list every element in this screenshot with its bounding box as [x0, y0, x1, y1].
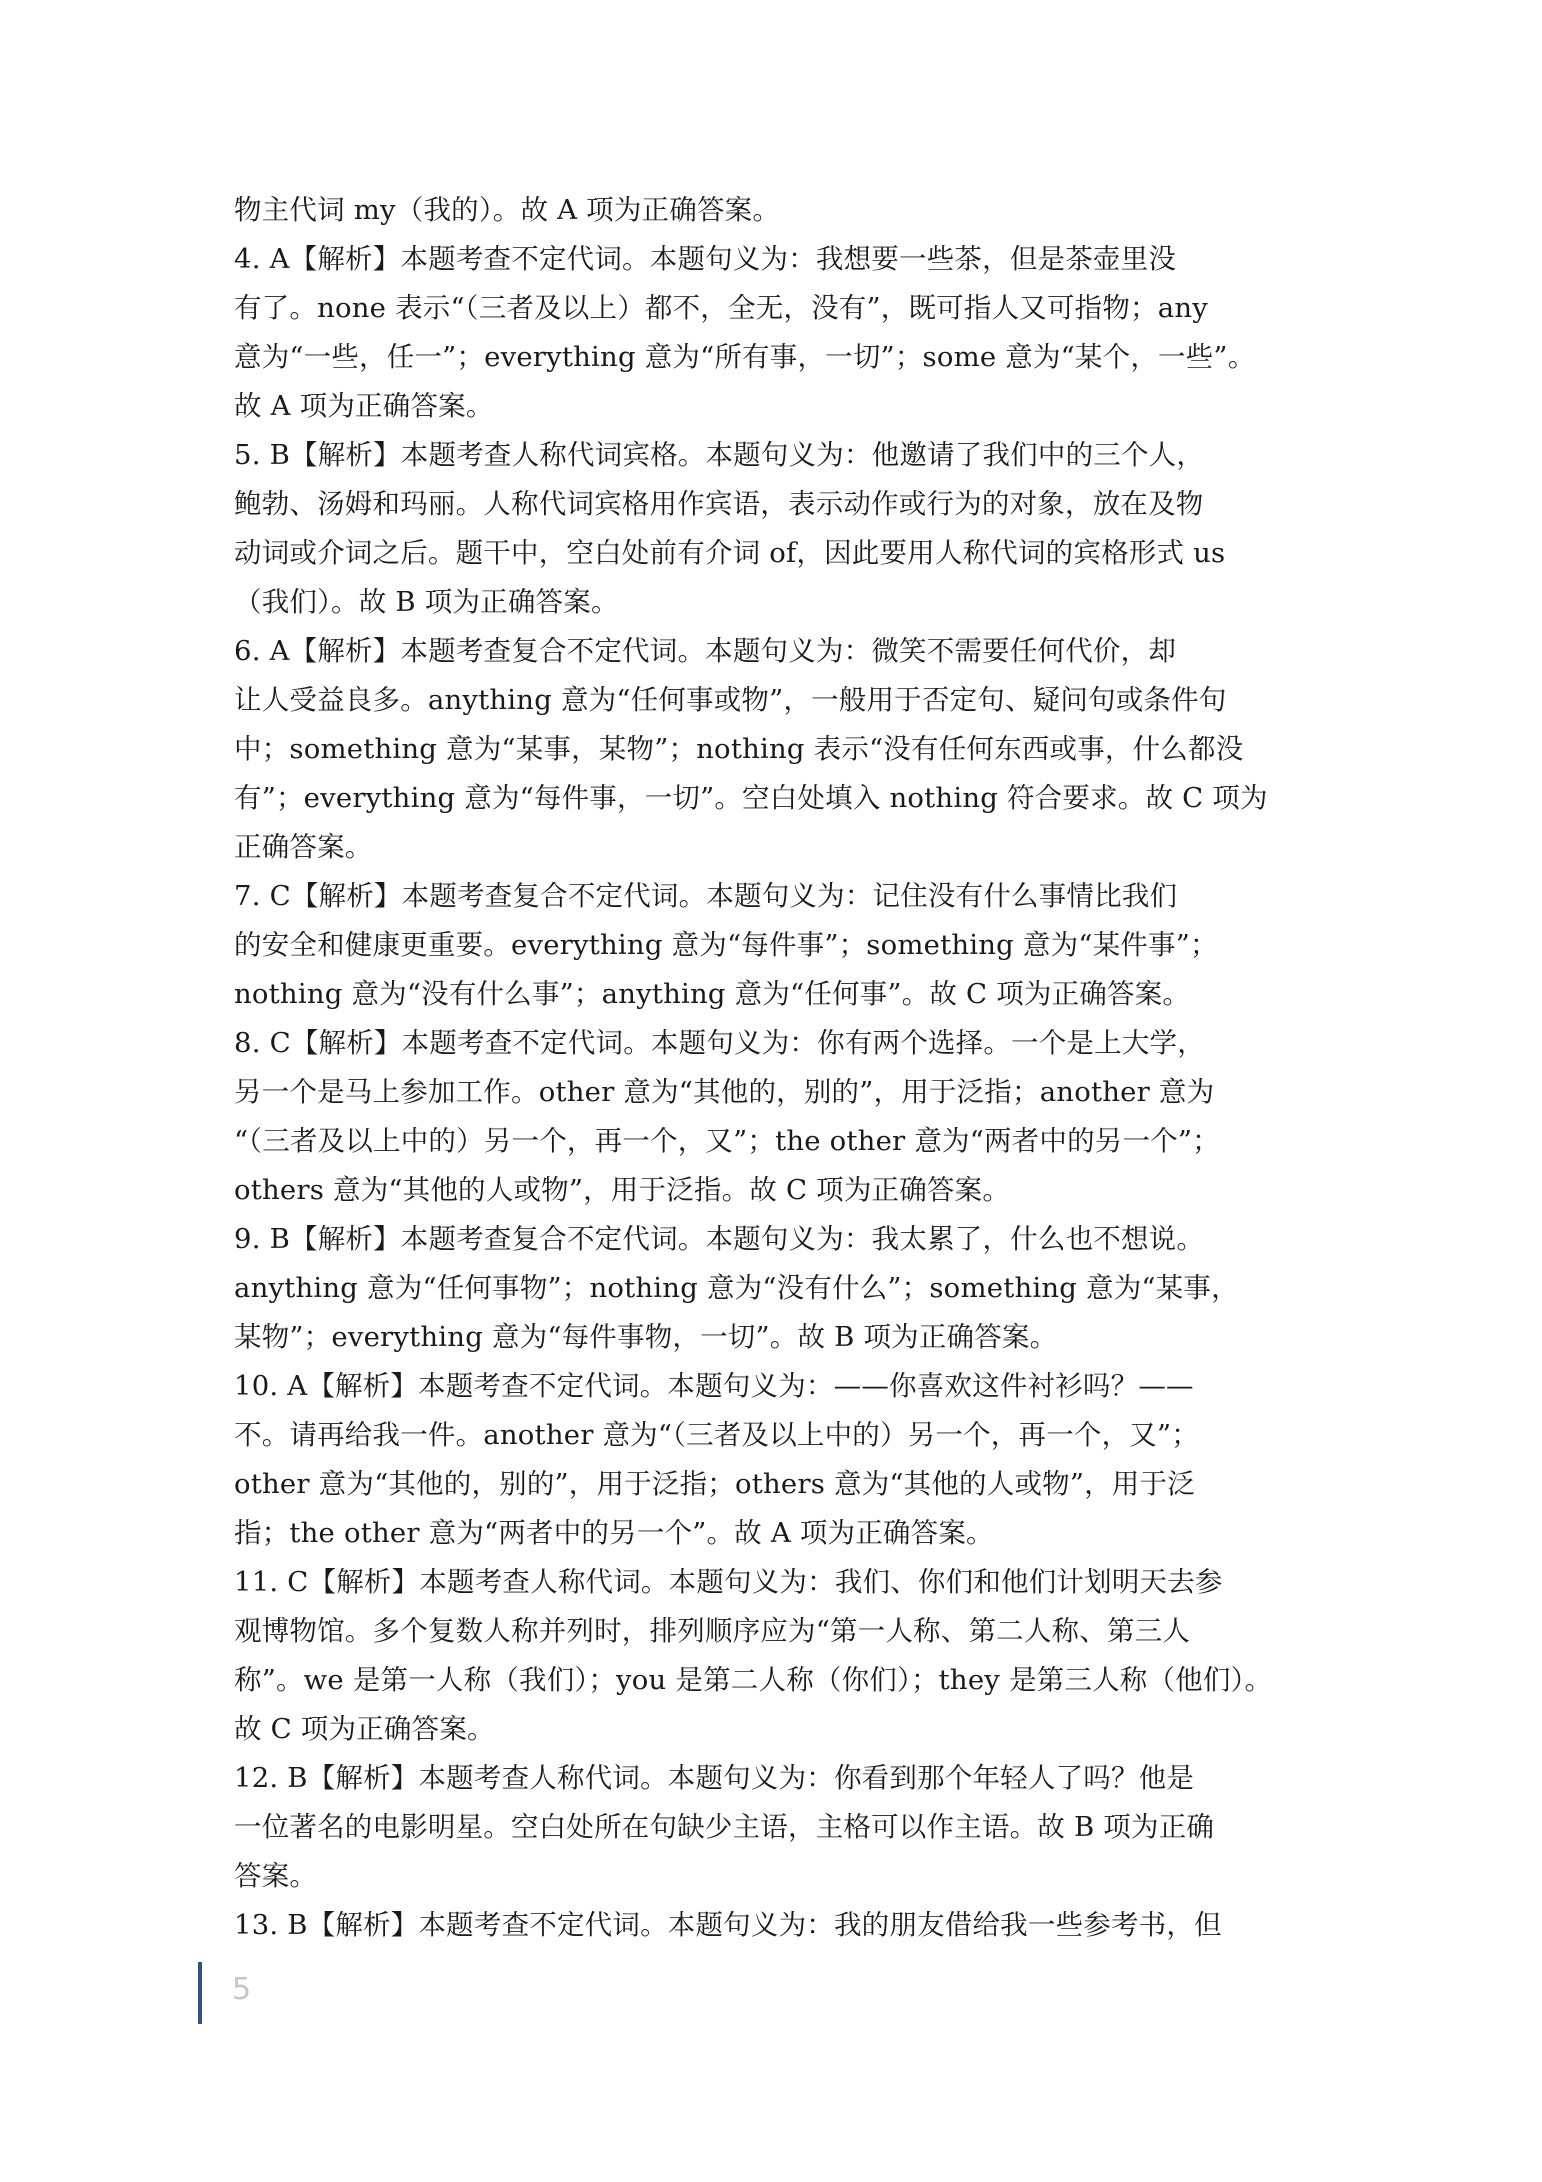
text-line: “（三者及以上中的）另一个，再一个，又”；the other 意为“两者中的另一个”；	[234, 1125, 1220, 1157]
text-line: 6. A【解析】本题考查复合不定代词。本题句义为：微笑不需要任何代价，却	[234, 635, 1177, 667]
text-line: 中；something 意为“某事，某物”；nothing 表示“没有任何东西或事，什么都没	[234, 733, 1244, 765]
text-line: 10. A【解析】本题考查不定代词。本题句义为：——你喜欢这件衬衫吗？——	[234, 1370, 1194, 1402]
text-line: 4. A【解析】本题考查不定代词。本题句义为：我想要一些茶，但是茶壶里没	[234, 243, 1177, 275]
text-line: 有”；everything 意为“每件事，一切”。空白处填入 nothing 符合要求。故 C 项为	[234, 782, 1268, 814]
text-line: 9. B【解析】本题考查复合不定代词。本题句义为：我太累了，什么也不想说。	[234, 1223, 1205, 1255]
text-line: 7. C【解析】本题考查复合不定代词。本题句义为：记住没有什么事情比我们	[234, 880, 1178, 912]
text-line: others 意为“其他的人或物”，用于泛指。故 C 项为正确答案。	[234, 1174, 1011, 1206]
text-line: 某物”；everything 意为“每件事物，一切”。故 B 项为正确答案。	[234, 1321, 1058, 1353]
text-line: 8. C【解析】本题考查不定代词。本题句义为：你有两个选择。一个是上大学，	[234, 1027, 1205, 1059]
page-number: 5	[232, 1972, 252, 2007]
text-line: 指；the other 意为“两者中的另一个”。故 A 项为正确答案。	[234, 1517, 994, 1549]
text-line: 称”。we 是第一人称（我们）；you 是第二人称（你们）；they 是第三人称（他们）。	[234, 1664, 1273, 1696]
text-line: 不。请再给我一件。another 意为“（三者及以上中的）另一个，再一个，又”；	[234, 1419, 1199, 1451]
text-line: 5. B【解析】本题考查人称代词宾格。本题句义为：他邀请了我们中的三个人，	[234, 439, 1205, 471]
text-line: 正确答案。	[234, 831, 373, 863]
text-line: other 意为“其他的，别的”，用于泛指；others 意为“其他的人或物”，用于泛	[234, 1468, 1195, 1500]
text-line: 有了。none 表示“（三者及以上）都不，全无，没有”，既可指人又可指物；any	[234, 292, 1209, 324]
text-line: 11. C【解析】本题考查人称代词。本题句义为：我们、你们和他们计划明天去参	[234, 1566, 1223, 1598]
text-line: 鲍勃、汤姆和玛丽。人称代词宾格用作宾语，表示动作或行为的对象，放在及物	[234, 488, 1204, 520]
text-line: 故 A 项为正确答案。	[234, 390, 494, 422]
text-line: 另一个是马上参加工作。other 意为“其他的，别的”，用于泛指；another 意为	[234, 1076, 1215, 1108]
text-line: 故 C 项为正确答案。	[234, 1713, 495, 1745]
text-line: 动词或介词之后。题干中，空白处前有介词 of，因此要用人称代词的宾格形式 us	[234, 537, 1226, 569]
page-marker-bar	[198, 1962, 202, 2024]
text-line: 物主代词 my（我的）。故 A 项为正确答案。	[234, 194, 781, 226]
text-line: nothing 意为“没有什么事”；anything 意为“任何事”。故 C 项为正确答案。	[234, 978, 1191, 1010]
text-line: 意为“一些，任一”；everything 意为“所有事，一切”；some 意为“某个，一些”。	[234, 341, 1256, 373]
text-line: 一位著名的电影明星。空白处所在句缺少主语，主格可以作主语。故 B 项为正确	[234, 1811, 1215, 1843]
text-line: 让人受益良多。anything 意为“任何事或物”，一般用于否定句、疑问句或条件句	[234, 684, 1227, 716]
text-line: 13. B【解析】本题考查不定代词。本题句义为：我的朋友借给我一些参考书，但	[234, 1909, 1222, 1941]
text-line: 答案。	[234, 1860, 318, 1892]
text-line: （我们）。故 B 项为正确答案。	[234, 586, 619, 618]
text-line: anything 意为“任何事物”；nothing 意为“没有什么”；something 意为“某事，	[234, 1272, 1239, 1304]
text-line: 12. B【解析】本题考查人称代词。本题句义为：你看到那个年轻人了吗？他是	[234, 1762, 1195, 1794]
text-line: 观博物馆。多个复数人称并列时，排列顺序应为“第一人称、第二人称、第三人	[234, 1615, 1191, 1647]
document-body	[234, 186, 1326, 1950]
text-line: 的安全和健康更重要。everything 意为“每件事”；something 意为“某件事”；	[234, 929, 1218, 961]
